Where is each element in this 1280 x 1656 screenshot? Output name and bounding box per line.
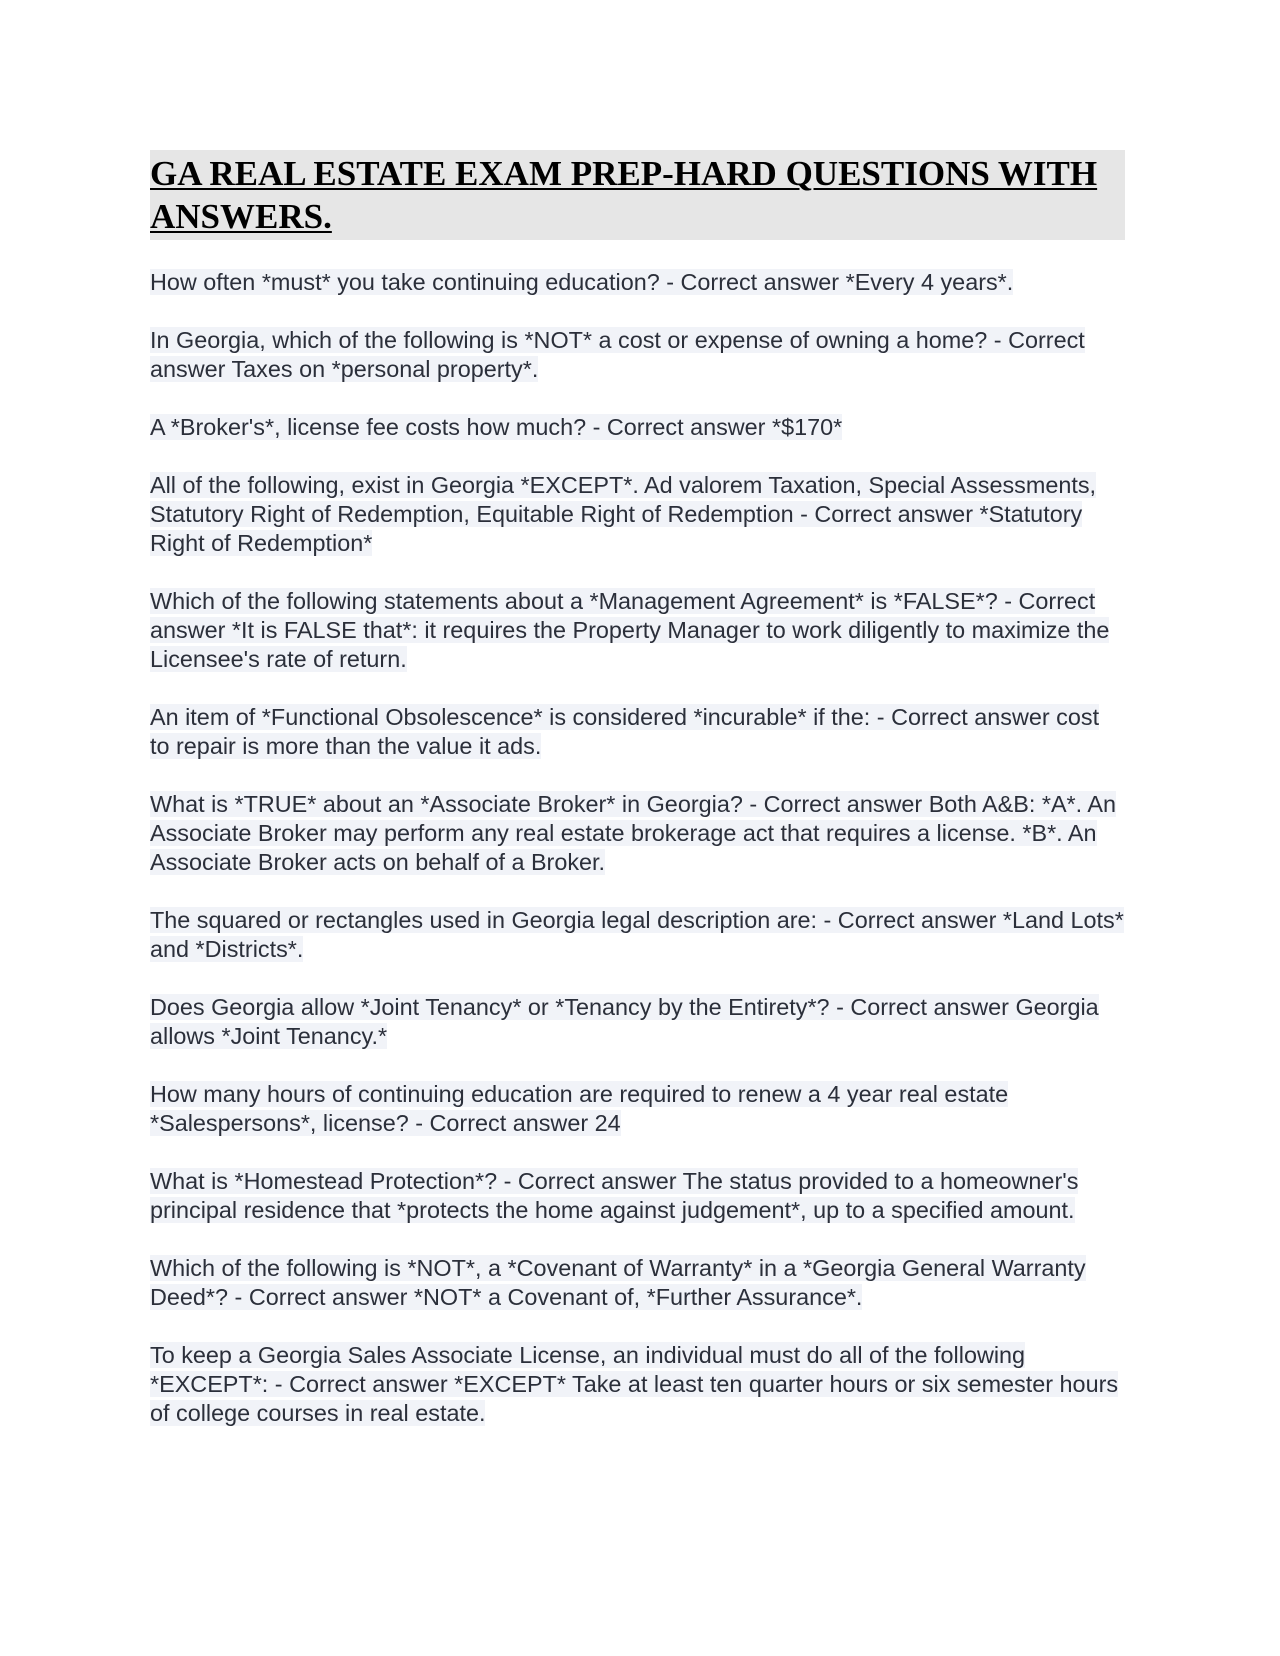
qa-item bbox=[150, 587, 1125, 674]
qa-item bbox=[150, 471, 1125, 558]
qa-text: How many hours of continuing education are required to renew a 4 year real estate *Salespersons*, license? - Correct answer 24 bbox=[150, 1081, 1009, 1136]
qa-text: All of the following, exist in Georgia *EXCEPT*. Ad valorem Taxation, Special Assessments, Statutory Right of Redemption, Equitable Right of Redemption - Correct answer *Statutory Right of Redemption* bbox=[150, 472, 1097, 556]
qa-text: Does Georgia allow *Joint Tenancy* or *Tenancy by the Entirety*? - Correct answer Georgia allows *Joint Tenancy.* bbox=[150, 994, 1099, 1049]
qa-item bbox=[150, 993, 1125, 1051]
qa-text: Which of the following statements about a *Management Agreement* is *FALSE*? - Correct answer *It is FALSE that*: it requires the Property Manager to work diligently to maximize the Licensee's rate of return. bbox=[150, 588, 1110, 672]
qa-text: The squared or rectangles used in Georgia legal description are: - Correct answer *Land Lots* and *Districts*. bbox=[150, 907, 1124, 962]
qa-item bbox=[150, 268, 1125, 297]
document-title-block bbox=[150, 150, 1125, 240]
qa-item bbox=[150, 1341, 1125, 1428]
qa-item bbox=[150, 703, 1125, 761]
document-title: GA REAL ESTATE EXAM PREP-HARD QUESTIONS WITH ANSWERS. bbox=[150, 154, 1098, 236]
qa-text: An item of *Functional Obsolescence* is considered *incurable* if the: - Correct answer cost to repair is more than the value it ads. bbox=[150, 704, 1100, 759]
qa-text: What is *Homestead Protection*? - Correct answer The status provided to a homeowner's principal residence that *protects the home against judgement*, up to a specified amount. bbox=[150, 1168, 1079, 1223]
document-page bbox=[150, 150, 1125, 1457]
qa-item bbox=[150, 1254, 1125, 1312]
qa-text: A *Broker's*, license fee costs how much? - Correct answer *$170* bbox=[150, 414, 843, 440]
qa-text: Which of the following is *NOT*, a *Covenant of Warranty* in a *Georgia General Warranty Deed*? - Correct answer *NOT* a Covenant of, *Further Assurance*. bbox=[150, 1255, 1086, 1310]
qa-item bbox=[150, 326, 1125, 384]
qa-text: In Georgia, which of the following is *NOT* a cost or expense of owning a home? - Correct answer Taxes on *personal property*. bbox=[150, 327, 1085, 382]
qa-item bbox=[150, 790, 1125, 877]
qa-item bbox=[150, 413, 1125, 442]
qa-item bbox=[150, 1167, 1125, 1225]
qa-text: How often *must* you take continuing education? - Correct answer *Every 4 years*. bbox=[150, 269, 1014, 295]
qa-text: To keep a Georgia Sales Associate License, an individual must do all of the following *EXCEPT*: - Correct answer *EXCEPT* Take at least ten quarter hours or six semester hours of college courses in real estate. bbox=[150, 1342, 1119, 1426]
qa-item bbox=[150, 1080, 1125, 1138]
qa-text: What is *TRUE* about an *Associate Broker* in Georgia? - Correct answer Both A&B: *A*. An Associate Broker may perform any real estate brokerage act that requires a license. *B*. An Associate Broker acts on behalf of a Broker. bbox=[150, 791, 1116, 875]
qa-item bbox=[150, 906, 1125, 964]
